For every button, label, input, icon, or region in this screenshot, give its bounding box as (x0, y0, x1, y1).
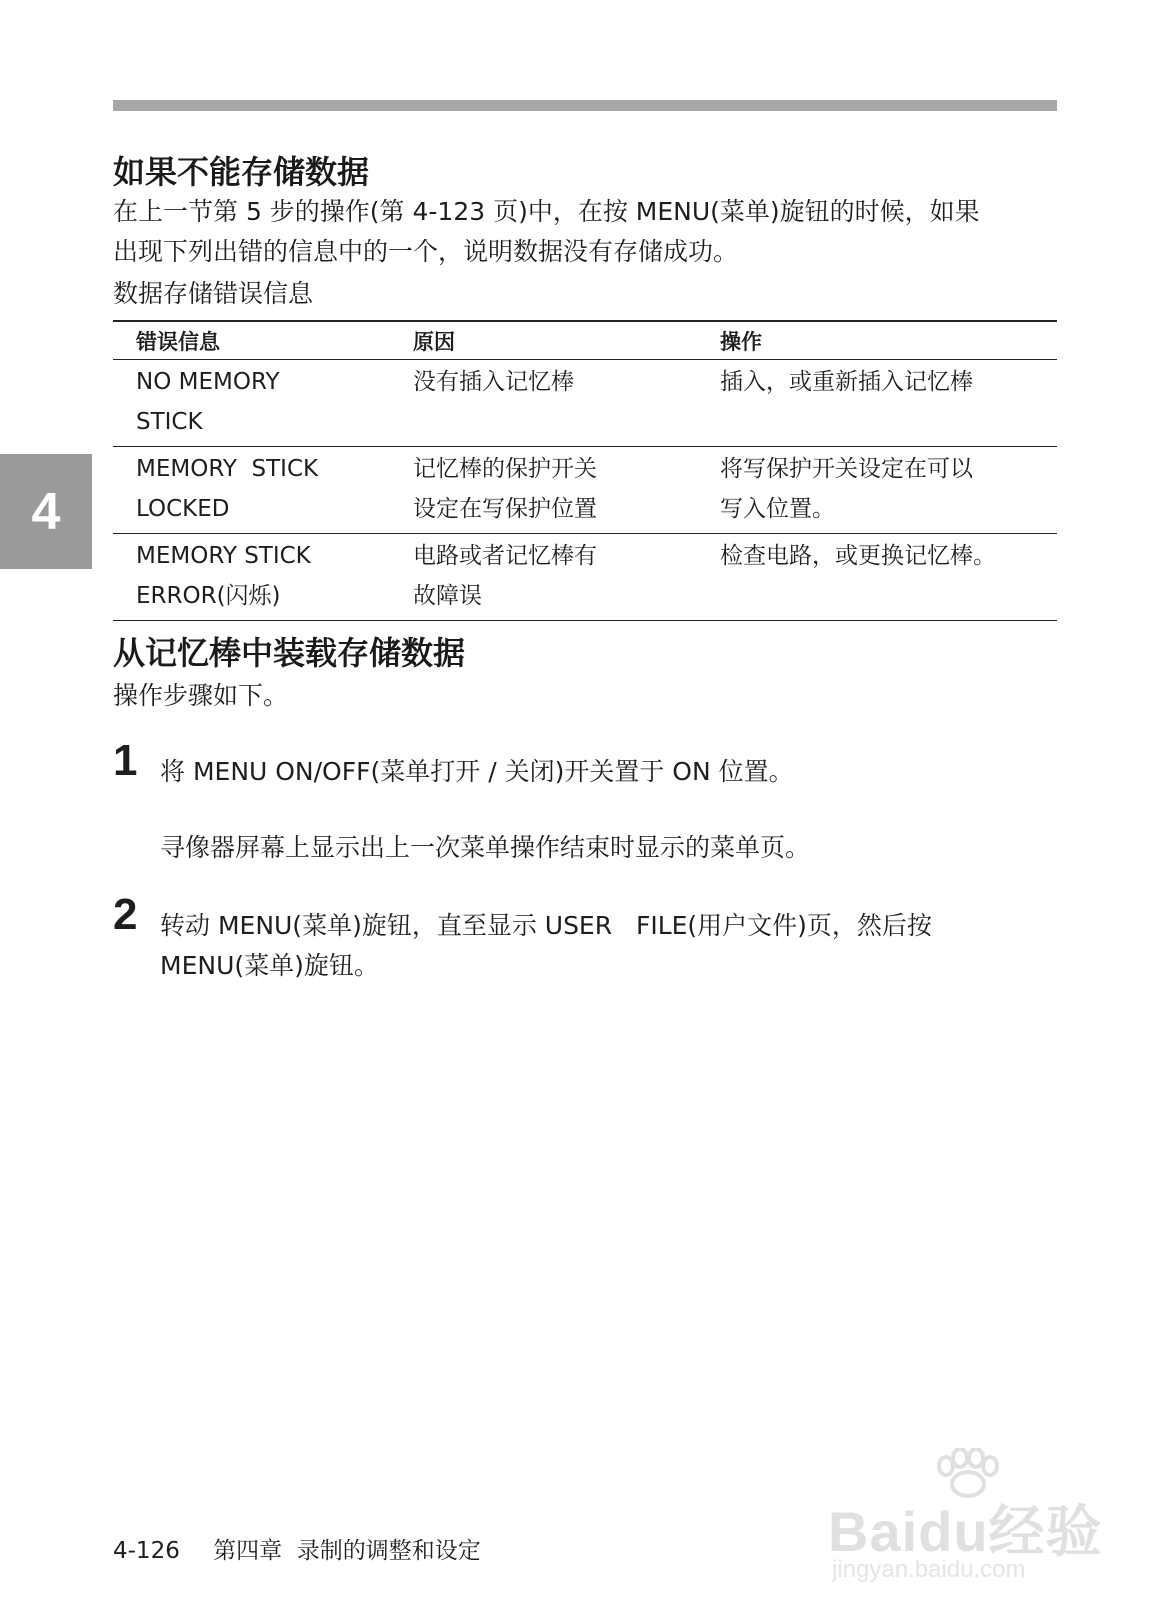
cell-cause (413, 447, 720, 534)
cell-line: 电路或者记忆棒有 (413, 543, 597, 569)
watermark-logo: Baidu经验 (828, 1500, 1103, 1563)
header-action: 操作 (720, 329, 762, 354)
section-heading-save-failure: 如果不能存储数据 (113, 153, 370, 191)
header-cause: 原因 (413, 329, 455, 354)
section-paragraph (113, 192, 1063, 272)
baidu-watermark (828, 1448, 1108, 1583)
page-footer (113, 1532, 481, 1565)
cell-line: 将写保护开关设定在可以 (720, 456, 973, 482)
cell-cause (413, 360, 720, 447)
table-header-row (113, 321, 1057, 360)
cell-line: 没有插入记忆棒 (413, 369, 574, 395)
table-row (113, 447, 1057, 534)
cell-line: ERROR(闪烁) (136, 583, 281, 609)
section-intro: 操作步骤如下。 (113, 681, 289, 710)
page-number: 4-126 (113, 1538, 180, 1564)
cell-action (720, 360, 1057, 447)
cell-line: MEMORY STICK (136, 543, 311, 569)
cell-line: MEMORY STICK (136, 456, 319, 482)
top-rule (113, 100, 1057, 111)
cell-line: STICK (136, 409, 203, 435)
header-message: 错误信息 (136, 329, 220, 354)
step-line: 转动 MENU(菜单)旋钮，直至显示 USER FILE(用户文件)页，然后按 (160, 911, 932, 940)
section-heading-load-data: 从记忆棒中装载存储数据 (113, 634, 466, 672)
error-message-table (113, 320, 1057, 621)
table-row (113, 534, 1057, 621)
chapter-title: 第四章 录制的调整和设定 (213, 1538, 481, 1564)
cell-line: 设定在写保护位置 (413, 496, 597, 522)
step-text: 将 MENU ON/OFF(菜单打开 / 关闭)开关置于 ON 位置。 (160, 757, 794, 786)
paragraph-line: 出现下列出错的信息中的一个，说明数据没有存储成功。 (113, 237, 739, 266)
cell-line: NO MEMORY (136, 369, 280, 395)
step-note: 寻像器屏幕上显示出上一次菜单操作结束时显示的菜单页。 (160, 833, 811, 862)
watermark-url: jingyan.baidu.com (832, 1556, 1026, 1583)
cell-message (113, 447, 413, 534)
cell-line: 故障误 (413, 583, 482, 609)
cell-action (720, 534, 1057, 621)
cell-cause (413, 534, 720, 621)
cell-message (113, 360, 413, 447)
cell-line: LOCKED (136, 496, 230, 522)
cell-line: 写入位置。 (720, 496, 835, 522)
step-line: MENU(菜单)旋钮。 (160, 951, 379, 980)
cell-action (720, 447, 1057, 534)
cell-line: 插入，或重新插入记忆棒 (720, 369, 973, 395)
step-text (160, 906, 1060, 986)
chapter-tab: 4 (0, 454, 92, 569)
cell-line: 记忆棒的保护开关 (413, 456, 597, 482)
cell-message (113, 534, 413, 621)
table-caption: 数据存储错误信息 (113, 279, 314, 308)
step-number: 2 (113, 890, 138, 939)
paragraph-line: 在上一节第 5 步的操作(第 4-123 页)中，在按 MENU(菜单)旋钮的时候，如果 (113, 197, 980, 226)
cell-line: 检查电路，或更换记忆棒。 (720, 543, 996, 569)
table-row (113, 360, 1057, 447)
step-number: 1 (113, 736, 138, 785)
